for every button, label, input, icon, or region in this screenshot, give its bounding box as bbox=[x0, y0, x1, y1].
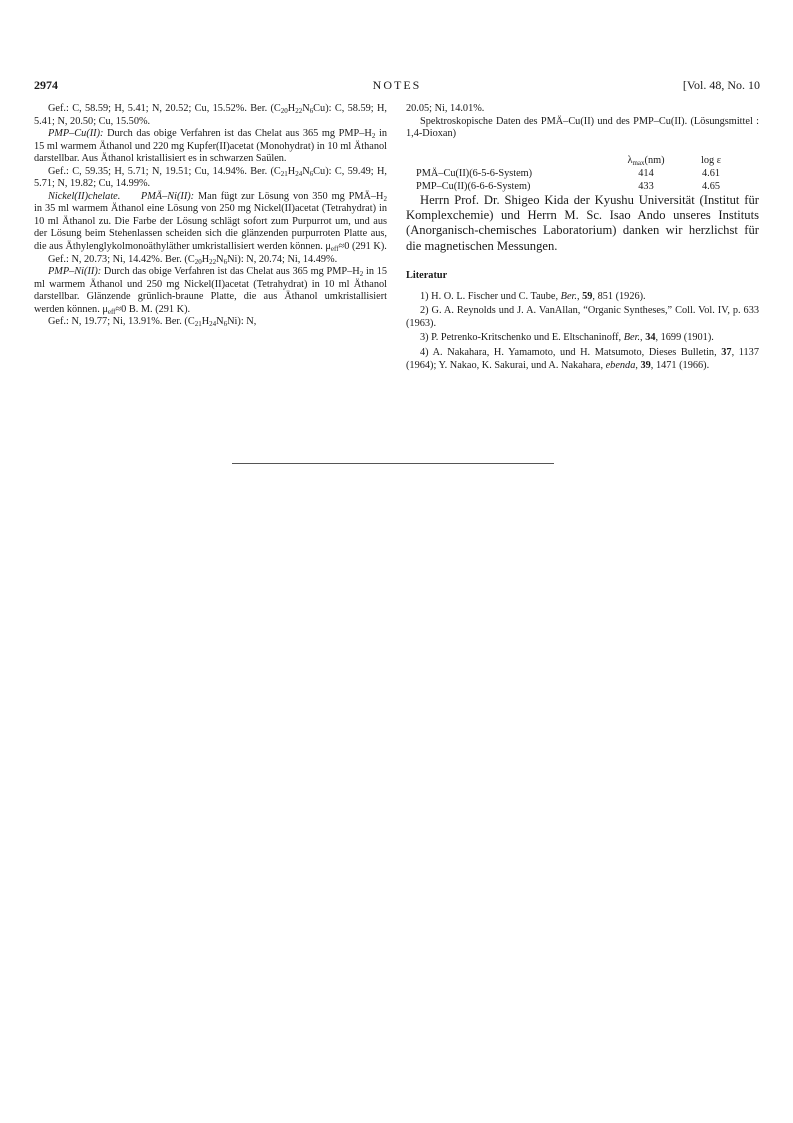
ni-pma-analysis: Gef.: N, 20.73; Ni, 14.42%. Ber. $(C_{20}H_{22}N_6Ni)$: N, 20.74; Ni, 14.49%. bbox=[48, 253, 338, 266]
volume-info: [Vol. 48, No. 10 bbox=[682, 78, 760, 92]
spectroscopy-intro: Spektroskopische Daten des PMÄ–Cu(II) und des PMP–Cu(II). (Lösungsmittel : 1,4-Dioxan) bbox=[406, 115, 759, 140]
page-header bbox=[34, 78, 760, 94]
spectroscopy-table bbox=[416, 154, 746, 193]
pmp-ni-paragraph: PMP–Ni(II): Durch das obige Verfahren ist das Chelat aus 365 mg PMP–$H_2$ in 15 ml warmem Äthanol und 250 mg Nickel(II)acetat (Tetrahydrat) in 10 ml Äthanol darstellbar. Glänzende grünlich-braune Platte, die aus Äthanol umkristallisiert werden können. $\mu_{eff}\approx 0$ B. M. (291 K). bbox=[34, 266, 387, 316]
right-column bbox=[406, 103, 759, 374]
lambda-header: $\lambda_{max}(nm)$ bbox=[627, 154, 665, 167]
reference-item: 2) G. A. Reynolds und J. A. VanAllan, “Organic Syntheses,” Coll. Vol. IV, p. 633 (1963). bbox=[406, 305, 759, 329]
reference-list bbox=[406, 291, 759, 372]
section-title: NOTES bbox=[372, 78, 422, 92]
table-row bbox=[416, 180, 746, 193]
cu-pma-analysis: Gef.: C, 58.59; H, 5.41; N, 20.52; Cu, 15.52%. Ber. $(C_{20}H_{22}N_6Cu)$: C, 58.59; H, 5.41; N, 20.50; Cu, 15.50%. bbox=[34, 103, 387, 127]
acknowledgement: Herrn Prof. Dr. Shigeo Kida der Kyushu Universität (Institut für Komplexchemie) und Herrn M. Sc. Isao Ando unseres Instituts (Anorganisch-chemisches Laboratorium) danken wir herzlichst für die magnetischen Messungen. bbox=[406, 192, 759, 253]
literature-heading: Literatur bbox=[406, 270, 448, 282]
pmp-cu-paragraph: PMP–Cu(II): Durch das obige Verfahren ist das Chelat aus 365 mg PMP–$H_2$ in 15 ml warmem Äthanol und 220 mg Kupfer(II)acetat (Monohydrat) in 10 ml Äthanol darstellbar. Aus Äthanol kristallisiert es in schwarzen Saülen. bbox=[34, 128, 387, 165]
log-cell: 4.65 bbox=[701, 180, 721, 192]
lambda-cell: 433 bbox=[638, 180, 654, 192]
lambda-cell: 414 bbox=[638, 167, 654, 179]
analysis-continuation: 20.05; Ni, 14.01%. bbox=[406, 103, 485, 114]
compound-cell: PMÄ–Cu(II)(6-5-6-System) bbox=[416, 167, 533, 179]
table-row bbox=[416, 167, 746, 180]
log-cell: 4.61 bbox=[701, 167, 721, 179]
log-header: log ε bbox=[700, 154, 722, 166]
ni-pmp-analysis: Gef.: N, 19.77; Ni, 13.91%. Ber. $(C_{21}H_{24}N_6Ni)$: N, bbox=[48, 316, 257, 329]
pmp-cu-analysis: Gef.: C, 59.35; H, 5.71; N, 19.51; Cu, 14.94%. Ber. $(C_{21}H_{24}N_6Cu)$: C, 59.49; H, 5.71; N, 19.82; Cu, 14.99%. bbox=[34, 165, 387, 190]
left-column bbox=[34, 103, 387, 329]
reference-item: 4) A. Nakahara, H. Yamamoto, und H. Matsumoto, Dieses Bulletin, 37, 1137 (1964); Y. Nakao, K. Sakurai, und A. Nakahara, ebenda, 39, 1471 (1966). bbox=[406, 347, 759, 371]
reference-item: 3) P. Petrenko-Kritschenko und E. Eltschaninoff, Ber., 34, 1699 (1901). bbox=[420, 332, 714, 344]
page-number: 2974 bbox=[34, 78, 58, 92]
end-rule bbox=[232, 463, 554, 464]
nickel-paragraph: Nickel(II)chelate. PMÄ–Ni(II): Man fügt zur Lösung von 350 mg PMÄ–$H_2$ in 35 ml warmem Äthanol eine Lösung von 250 mg Nickel(II)acetat (Tetrahydrat) in 10 ml Äthanol zu. Die Farbe der Lösung schlägt sofort zum Purpurrot um, und aus der Lösung beim Stehenlassen scheiden sich die glänzenden purpurroten Platte aus, die aus Äthylenglykolmonoäthyläther umkristallisiert werden können. $\mu_{eff}\approx 0$ (291 K). bbox=[34, 190, 387, 254]
table-header-row bbox=[416, 154, 746, 167]
reference-item: 1) H. O. L. Fischer und C. Taube, Ber., 59, 851 (1926). bbox=[420, 290, 646, 302]
compound-cell: PMP–Cu(II)(6-6-6-System) bbox=[416, 180, 531, 192]
